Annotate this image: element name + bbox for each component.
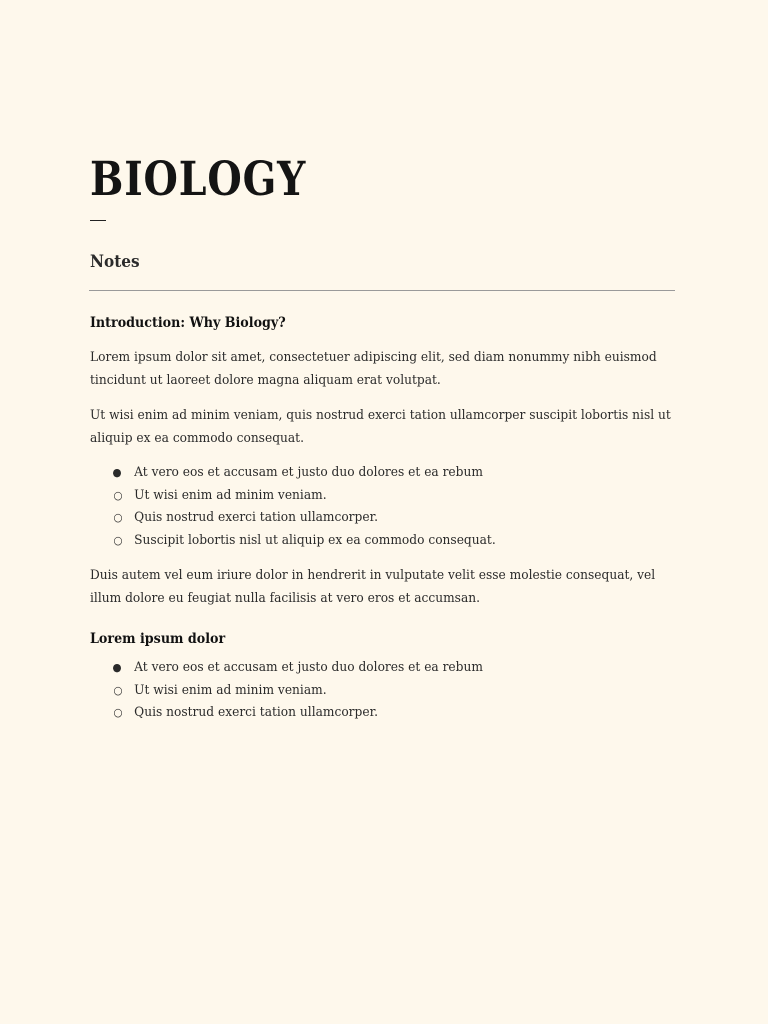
sub-list-item-text: Ut wisi enim ad minim veniam. bbox=[134, 682, 327, 698]
hollow-bullet-icon: ○ bbox=[113, 488, 123, 502]
list-item bbox=[90, 462, 673, 552]
sub-list-item-text: Ut wisi enim ad minim veniam. bbox=[134, 487, 327, 503]
section-heading-lorem: Lorem ipsum dolor bbox=[90, 631, 226, 647]
filled-bullet-icon: ● bbox=[112, 661, 122, 674]
list-item-text: At vero eos et accusam et justo duo dolores et ea rebum bbox=[134, 465, 483, 480]
sub-bullet-list bbox=[113, 680, 673, 725]
hollow-bullet-icon: ○ bbox=[113, 533, 123, 547]
paragraph: Ut wisi enim ad minim veniam, quis nostrud exerci tation ullamcorper suscipit lobortis nisl ut aliquip ex ea commodo consequat. bbox=[90, 408, 671, 446]
hollow-bullet-icon: ○ bbox=[113, 683, 123, 697]
section-heading-introduction: Introduction: Why Biology? bbox=[90, 315, 286, 331]
document-title: BIOLOGY bbox=[90, 152, 307, 207]
sub-bullet-list bbox=[113, 485, 673, 553]
hollow-bullet-icon: ○ bbox=[113, 511, 123, 524]
sub-list-item-text: Suscipit lobortis nisl ut aliquip ex ea commodo consequat. bbox=[134, 532, 496, 548]
list-item-text: At vero eos et accusam et justo duo dolores et ea rebum bbox=[134, 660, 483, 675]
bullet-list bbox=[90, 462, 673, 552]
paragraph: Duis autem vel eum iriure dolor in hendrerit in vulputate velit esse molestie consequat, vel illum dolore eu feugiat nulla facilisis at vero eros et accumsan. bbox=[90, 568, 656, 606]
filled-bullet-icon: ● bbox=[112, 466, 122, 479]
sub-list-item-text: Quis nostrud exerci tation ullamcorper. bbox=[134, 510, 378, 525]
bullet-list bbox=[90, 657, 673, 725]
sub-list-item bbox=[113, 507, 673, 530]
title-dash bbox=[90, 220, 106, 221]
sub-list-item bbox=[113, 680, 673, 703]
document-body bbox=[90, 312, 680, 725]
sub-list-item bbox=[113, 530, 673, 553]
sub-list-item-text: Quis nostrud exerci tation ullamcorper. bbox=[134, 705, 378, 720]
list-item bbox=[90, 657, 673, 725]
horizontal-rule bbox=[89, 290, 675, 291]
hollow-bullet-icon: ○ bbox=[113, 706, 123, 719]
sub-list-item bbox=[113, 485, 673, 508]
sub-list-item bbox=[113, 702, 673, 725]
document-subtitle: Notes bbox=[90, 252, 140, 272]
paragraph: Lorem ipsum dolor sit amet, consectetuer adipiscing elit, sed diam nonummy nibh euismod tincidunt ut laoreet dolore magna aliquam erat volutpat. bbox=[90, 350, 657, 388]
